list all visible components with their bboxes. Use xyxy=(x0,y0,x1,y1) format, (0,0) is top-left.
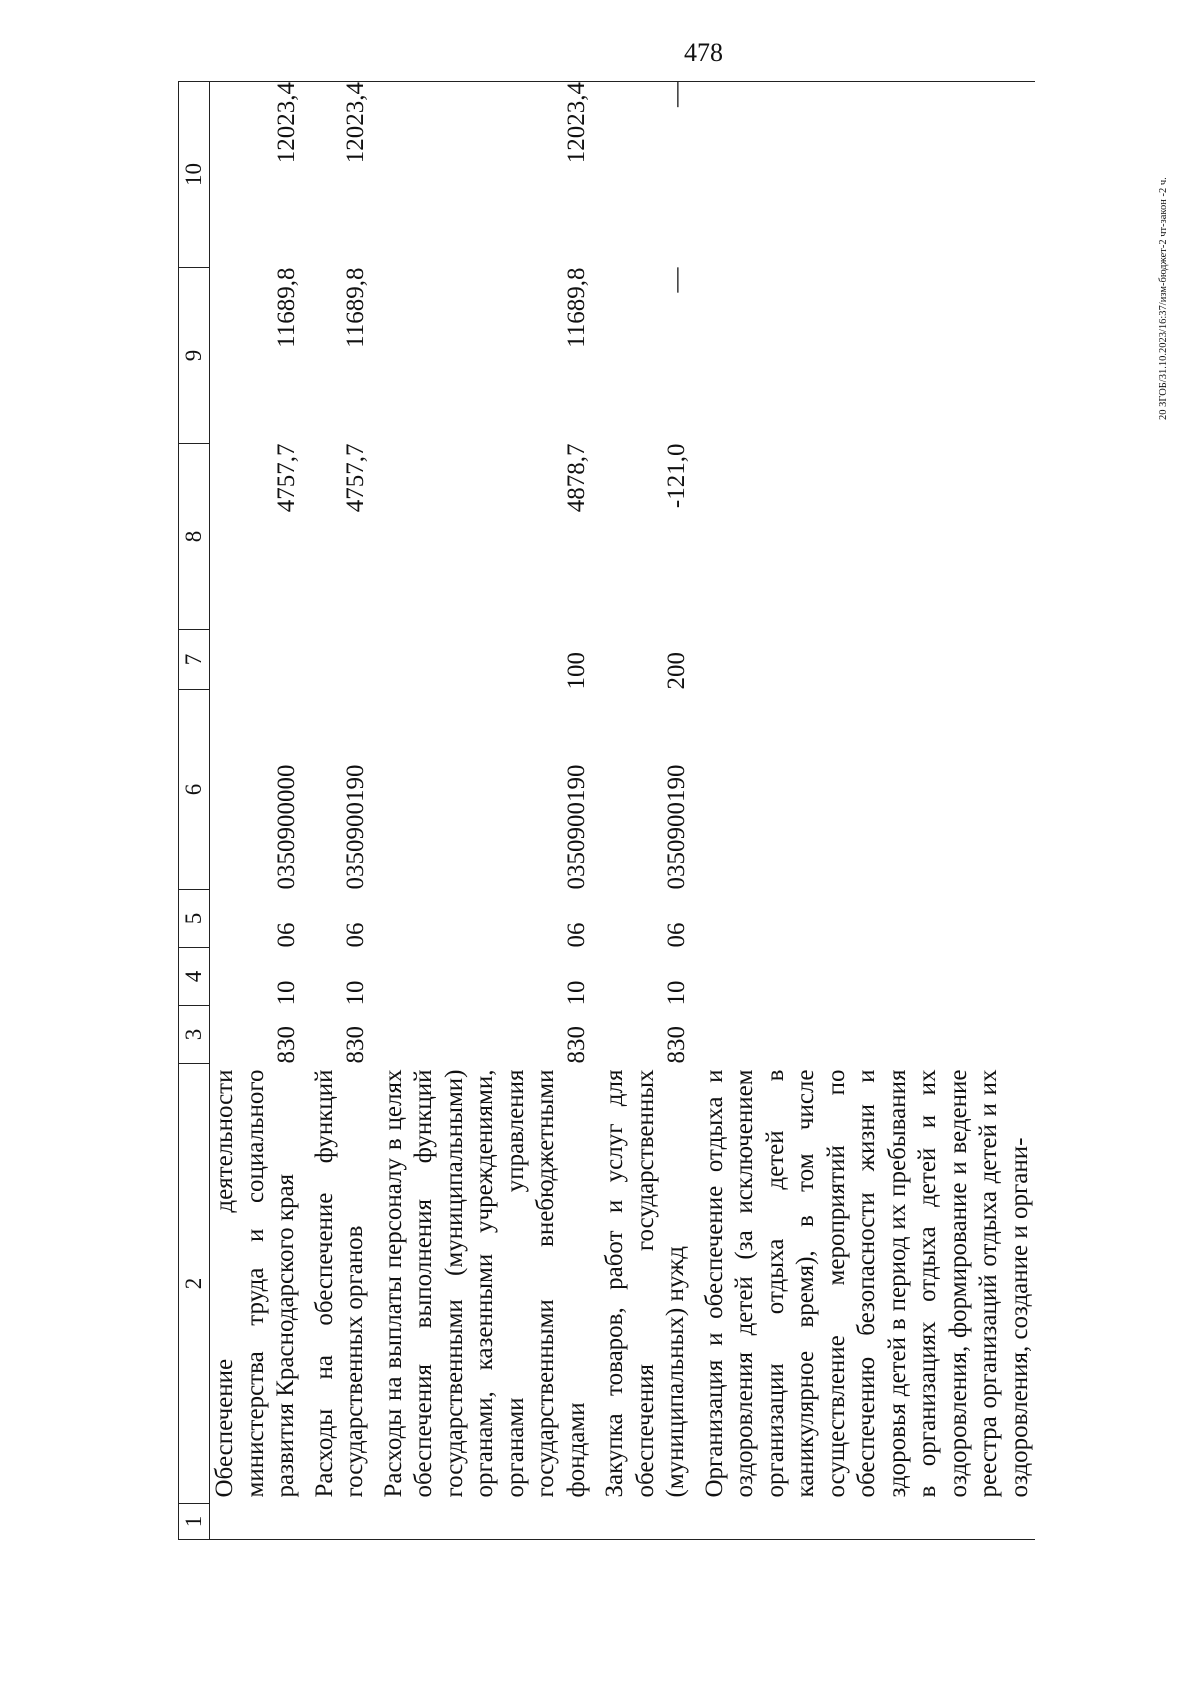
cell-ministry: 830 xyxy=(563,1026,590,1064)
cell-ministry: 830 xyxy=(272,1026,300,1064)
header-cell: 6 xyxy=(179,690,210,890)
cell-section: 10 xyxy=(341,980,369,1006)
cell-expense-type: 100 xyxy=(563,652,590,690)
row-description: Расходы на обеспечение функций государственных органов xyxy=(310,1069,368,1498)
cell-amount-8: 4757,7 xyxy=(272,443,300,513)
cell-amount-10: 12023,4 xyxy=(302,82,371,268)
cell-amount-9: 11689,8 xyxy=(563,267,590,348)
header-cell: 10 xyxy=(179,82,210,268)
cell-target-article xyxy=(692,690,1036,890)
cell-ministry: 830 xyxy=(662,1026,690,1064)
header-cell: 4 xyxy=(179,948,210,1006)
header-cell: 8 xyxy=(179,444,210,630)
cell-amount-10 xyxy=(692,82,1036,268)
table-row xyxy=(302,82,371,1540)
cell-subsection: 06 xyxy=(341,922,369,948)
cell-target-article: 0350900190 xyxy=(662,764,690,890)
table-row xyxy=(592,82,692,1540)
cell-amount-9 xyxy=(692,268,1036,444)
header-cell: 1 xyxy=(179,1504,210,1540)
cell-target-article: 0350900190 xyxy=(341,764,369,890)
cell-amount-8: -121,0 xyxy=(662,443,690,509)
cell-target-article: 0350900000 xyxy=(272,764,300,890)
row-description: Расходы на выплаты персоналу в целях обеспечения выполнения функций государственными (муниципальными) органами, казенными учреждениями, органами управления государственными внебюджетными фондами xyxy=(379,1069,590,1498)
footer-stamp: 20 ЗГОБ/31.10.2023/16:37/изм-бюджет-2 чт-закон -2 ч. xyxy=(1158,177,1169,420)
row-description: Закупка товаров, работ и услуг для обеспечения государственных (муниципальных) нужд xyxy=(601,1069,689,1498)
header-cell: 3 xyxy=(179,1006,210,1064)
cell-amount-10: 12023,4 xyxy=(371,82,593,268)
budget-table xyxy=(178,81,1035,1540)
cell-ministry: 830 xyxy=(341,1026,369,1064)
cell-expense-type xyxy=(210,630,302,690)
cell-subsection: 06 xyxy=(662,922,690,948)
header-cell: 5 xyxy=(179,890,210,948)
cell-amount-9: 11689,8 xyxy=(341,267,369,348)
header-cell: 7 xyxy=(179,630,210,690)
table-row xyxy=(371,82,593,1540)
row-description: Организация и обеспечение отдыха и оздоровления детей (за исключением организации отдыха детей в каникулярное время), в том числе осуществление мероприятий по обеспечению безопасности жизни и здоровья детей в период их пребывания в организациях отдыха детей и их оздоровления, формирование и ведение реестра организаций отдыха детей и их оздоровления, создание и органи- xyxy=(700,1069,1033,1498)
cell-section: 10 xyxy=(272,980,300,1006)
cell-section: 10 xyxy=(563,980,590,1006)
cell-amount-8: 4757,7 xyxy=(341,443,369,513)
cell-expense-type xyxy=(692,630,1036,690)
cell-subsection: 06 xyxy=(563,922,590,948)
table-row xyxy=(692,82,1036,1540)
cell-ministry xyxy=(692,1006,1036,1064)
cell-expense-type: 200 xyxy=(662,652,690,690)
cell-amount-9: 11689,8 xyxy=(272,267,300,348)
cell-subsection: 06 xyxy=(272,922,300,948)
cell-expense-type xyxy=(302,630,371,690)
cell-subsection xyxy=(692,890,1036,948)
budget-table-rotated xyxy=(178,82,1048,1540)
page-number: 478 xyxy=(684,38,723,67)
cell-target-article: 0350900190 xyxy=(563,764,590,890)
cell-amount-8 xyxy=(692,444,1036,630)
cell-amount-10: — xyxy=(592,82,692,268)
cell-amount-10: 12023,4 xyxy=(210,82,302,268)
cell-section xyxy=(692,948,1036,1006)
cell-amount-9: — xyxy=(662,267,690,293)
header-cell: 2 xyxy=(179,1064,210,1504)
cell-amount-8: 4878,7 xyxy=(563,443,590,513)
cell-section: 10 xyxy=(662,980,690,1006)
header-row xyxy=(179,82,210,1540)
row-description: Обеспечение деятельности министерства труда и социального развития Краснодарского края xyxy=(211,1069,299,1498)
header-cell: 9 xyxy=(179,268,210,444)
table-row xyxy=(210,82,302,1540)
